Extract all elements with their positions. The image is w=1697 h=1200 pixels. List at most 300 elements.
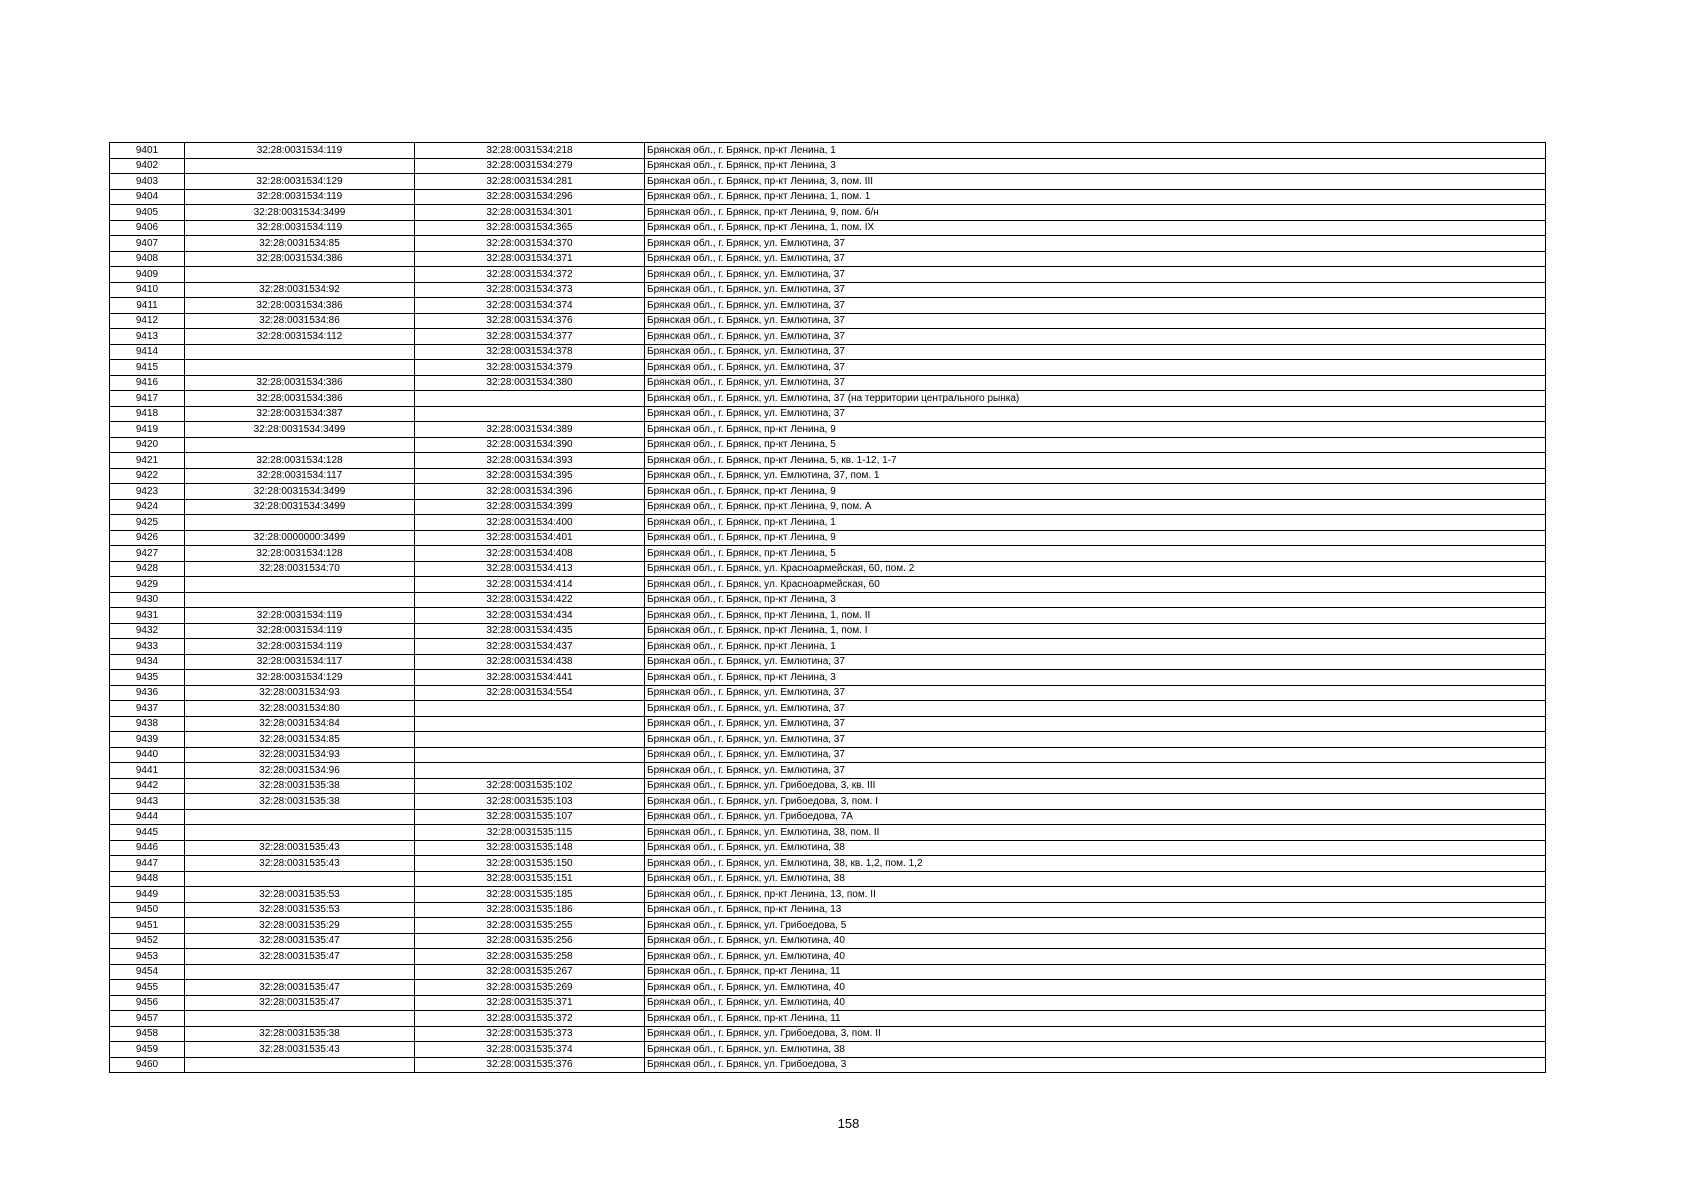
row-number-cell: 9410: [110, 282, 185, 298]
row-number-cell: 9433: [110, 639, 185, 655]
row-number-cell: 9438: [110, 716, 185, 732]
parent-cadastral-cell: 32:28:0031534:3499: [185, 205, 415, 221]
address-cell: Брянская обл., г. Брянск, пр-кт Ленина, 9, пом. б/н: [645, 205, 1546, 221]
row-number-cell: 9430: [110, 592, 185, 608]
parent-cadastral-cell: 32:28:0031535:38: [185, 778, 415, 794]
table-row: [110, 220, 1546, 236]
address-cell: Брянская обл., г. Брянск, ул. Емлютина, 37: [645, 313, 1546, 329]
table-row: [110, 313, 1546, 329]
address-cell: Брянская обл., г. Брянск, пр-кт Ленина, 13: [645, 902, 1546, 918]
row-number-cell: 9434: [110, 654, 185, 670]
address-cell: Брянская обл., г. Брянск, ул. Емлютина, 38: [645, 871, 1546, 887]
address-cell: Брянская обл., г. Брянск, ул. Емлютина, 38: [645, 1042, 1546, 1058]
table-row: [110, 654, 1546, 670]
parent-cadastral-cell: 32:28:0031535:47: [185, 933, 415, 949]
row-number-cell: 9447: [110, 856, 185, 872]
table-row: [110, 840, 1546, 856]
parent-cadastral-cell: 32:28:0031535:47: [185, 949, 415, 965]
row-number-cell: 9446: [110, 840, 185, 856]
cadastral-number-cell: 32:28:0031534:301: [415, 205, 645, 221]
row-number-cell: 9456: [110, 995, 185, 1011]
cadastral-number-cell: 32:28:0031535:255: [415, 918, 645, 934]
parent-cadastral-cell: 32:28:0031534:85: [185, 236, 415, 252]
cadastral-number-cell: [415, 406, 645, 422]
address-cell: Брянская обл., г. Брянск, ул. Емлютина, 37: [645, 716, 1546, 732]
parent-cadastral-cell: 32:28:0031534:80: [185, 701, 415, 717]
row-number-cell: 9425: [110, 515, 185, 531]
cadastral-number-cell: 32:28:0031535:372: [415, 1011, 645, 1027]
table-row: [110, 158, 1546, 174]
row-number-cell: 9454: [110, 964, 185, 980]
table-row: [110, 887, 1546, 903]
row-number-cell: 9431: [110, 608, 185, 624]
cadastral-number-cell: 32:28:0031535:373: [415, 1026, 645, 1042]
parent-cadastral-cell: 32:28:0031534:119: [185, 623, 415, 639]
address-cell: Брянская обл., г. Брянск, ул. Емлютина, 40: [645, 933, 1546, 949]
cadastral-number-cell: [415, 747, 645, 763]
cadastral-number-cell: 32:28:0031534:281: [415, 174, 645, 190]
cadastral-number-cell: 32:28:0031534:389: [415, 422, 645, 438]
table-row: [110, 778, 1546, 794]
parent-cadastral-cell: 32:28:0031534:386: [185, 391, 415, 407]
parent-cadastral-cell: 32:28:0031535:53: [185, 887, 415, 903]
parent-cadastral-cell: 32:28:0031535:43: [185, 856, 415, 872]
address-cell: Брянская обл., г. Брянск, ул. Емлютина, 37 (на территории центрального рынка): [645, 391, 1546, 407]
cadastral-number-cell: 32:28:0031534:390: [415, 437, 645, 453]
address-cell: Брянская обл., г. Брянск, пр-кт Ленина, 1: [645, 143, 1546, 159]
parent-cadastral-cell: 32:28:0031534:128: [185, 453, 415, 469]
row-number-cell: 9435: [110, 670, 185, 686]
cadastral-number-cell: 32:28:0031534:393: [415, 453, 645, 469]
parent-cadastral-cell: 32:28:0031534:96: [185, 763, 415, 779]
table-row: [110, 871, 1546, 887]
parent-cadastral-cell: [185, 158, 415, 174]
address-cell: Брянская обл., г. Брянск, ул. Емлютина, 40: [645, 980, 1546, 996]
table-row: [110, 143, 1546, 159]
row-number-cell: 9457: [110, 1011, 185, 1027]
row-number-cell: 9416: [110, 375, 185, 391]
row-number-cell: 9415: [110, 360, 185, 376]
parent-cadastral-cell: [185, 344, 415, 360]
parent-cadastral-cell: 32:28:0031535:47: [185, 980, 415, 996]
address-cell: Брянская обл., г. Брянск, ул. Емлютина, 37: [645, 267, 1546, 283]
address-cell: Брянская обл., г. Брянск, ул. Емлютина, 37: [645, 298, 1546, 314]
address-cell: Брянская обл., г. Брянск, ул. Емлютина, 37: [645, 763, 1546, 779]
table-row: [110, 670, 1546, 686]
row-number-cell: 9409: [110, 267, 185, 283]
table-row: [110, 251, 1546, 267]
row-number-cell: 9450: [110, 902, 185, 918]
table-row: [110, 437, 1546, 453]
address-cell: Брянская обл., г. Брянск, ул. Емлютина, 37: [645, 360, 1546, 376]
row-number-cell: 9453: [110, 949, 185, 965]
table-row: [110, 515, 1546, 531]
parent-cadastral-cell: [185, 825, 415, 841]
table-row: [110, 375, 1546, 391]
address-cell: Брянская обл., г. Брянск, ул. Грибоедова, 3, кв. III: [645, 778, 1546, 794]
table-row: [110, 608, 1546, 624]
table-row: [110, 794, 1546, 810]
row-number-cell: 9441: [110, 763, 185, 779]
cadastral-number-cell: 32:28:0031535:150: [415, 856, 645, 872]
row-number-cell: 9451: [110, 918, 185, 934]
address-cell: Брянская обл., г. Брянск, ул. Красноармейская, 60: [645, 577, 1546, 593]
address-cell: Брянская обл., г. Брянск, пр-кт Ленина, 1, пом. I: [645, 623, 1546, 639]
parent-cadastral-cell: 32:28:0031534:117: [185, 654, 415, 670]
row-number-cell: 9424: [110, 499, 185, 515]
address-cell: Брянская обл., г. Брянск, пр-кт Ленина, 3: [645, 158, 1546, 174]
cadastral-number-cell: 32:28:0031535:185: [415, 887, 645, 903]
parent-cadastral-cell: 32:28:0031534:119: [185, 189, 415, 205]
table-row: [110, 406, 1546, 422]
parent-cadastral-cell: 32:28:0031534:92: [185, 282, 415, 298]
cadastral-number-cell: 32:28:0031534:370: [415, 236, 645, 252]
table-row: [110, 391, 1546, 407]
parent-cadastral-cell: 32:28:0031535:38: [185, 794, 415, 810]
address-cell: Брянская обл., г. Брянск, пр-кт Ленина, 9: [645, 484, 1546, 500]
parent-cadastral-cell: [185, 592, 415, 608]
address-cell: Брянская обл., г. Брянск, пр-кт Ленина, 1, пом. IX: [645, 220, 1546, 236]
parent-cadastral-cell: 32:28:0031534:112: [185, 329, 415, 345]
table-row: [110, 422, 1546, 438]
cadastral-number-cell: 32:28:0031534:380: [415, 375, 645, 391]
parent-cadastral-cell: 32:28:0031534:85: [185, 732, 415, 748]
parent-cadastral-cell: 32:28:0031534:386: [185, 298, 415, 314]
parent-cadastral-cell: [185, 1057, 415, 1073]
table-row: [110, 980, 1546, 996]
table-row: [110, 499, 1546, 515]
parent-cadastral-cell: 32:28:0031534:119: [185, 143, 415, 159]
address-cell: Брянская обл., г. Брянск, пр-кт Ленина, 11: [645, 964, 1546, 980]
parent-cadastral-cell: 32:28:0031534:386: [185, 375, 415, 391]
address-cell: Брянская обл., г. Брянск, ул. Емлютина, 37: [645, 701, 1546, 717]
cadastral-number-cell: 32:28:0031534:408: [415, 546, 645, 562]
table-row: [110, 530, 1546, 546]
address-cell: Брянская обл., г. Брянск, пр-кт Ленина, 13, пом. II: [645, 887, 1546, 903]
address-cell: Брянская обл., г. Брянск, пр-кт Ленина, 5: [645, 437, 1546, 453]
address-cell: Брянская обл., г. Брянск, пр-кт Ленина, 1, пом. 1: [645, 189, 1546, 205]
parent-cadastral-cell: [185, 515, 415, 531]
cadastral-number-cell: 32:28:0031534:378: [415, 344, 645, 360]
row-number-cell: 9455: [110, 980, 185, 996]
address-cell: Брянская обл., г. Брянск, пр-кт Ленина, 3: [645, 592, 1546, 608]
parent-cadastral-cell: 32:28:0031534:129: [185, 670, 415, 686]
address-cell: Брянская обл., г. Брянск, ул. Емлютина, 38, пом. II: [645, 825, 1546, 841]
parent-cadastral-cell: 32:28:0000000:3499: [185, 530, 415, 546]
parent-cadastral-cell: 32:28:0031534:3499: [185, 422, 415, 438]
row-number-cell: 9401: [110, 143, 185, 159]
table-row: [110, 716, 1546, 732]
cadastral-number-cell: 32:28:0031534:365: [415, 220, 645, 236]
parent-cadastral-cell: 32:28:0031534:86: [185, 313, 415, 329]
address-cell: Брянская обл., г. Брянск, ул. Емлютина, 37: [645, 406, 1546, 422]
cadastral-number-cell: 32:28:0031535:151: [415, 871, 645, 887]
row-number-cell: 9414: [110, 344, 185, 360]
table-row: [110, 174, 1546, 190]
row-number-cell: 9452: [110, 933, 185, 949]
address-cell: Брянская обл., г. Брянск, ул. Емлютина, 37: [645, 375, 1546, 391]
row-number-cell: 9413: [110, 329, 185, 345]
parent-cadastral-cell: 32:28:0031535:43: [185, 1042, 415, 1058]
address-cell: Брянская обл., г. Брянск, пр-кт Ленина, 3: [645, 670, 1546, 686]
cadastral-number-cell: 32:28:0031534:374: [415, 298, 645, 314]
parent-cadastral-cell: 32:28:0031534:387: [185, 406, 415, 422]
parent-cadastral-cell: 32:28:0031534:84: [185, 716, 415, 732]
parent-cadastral-cell: [185, 437, 415, 453]
table-row: [110, 701, 1546, 717]
address-cell: Брянская обл., г. Брянск, ул. Красноармейская, 60, пом. 2: [645, 561, 1546, 577]
address-cell: Брянская обл., г. Брянск, ул. Емлютина, 40: [645, 949, 1546, 965]
table-row: [110, 1026, 1546, 1042]
page-number: 158: [837, 1116, 860, 1131]
cadastral-number-cell: 32:28:0031534:296: [415, 189, 645, 205]
address-cell: Брянская обл., г. Брянск, пр-кт Ленина, 1, пом. II: [645, 608, 1546, 624]
cadastral-number-cell: 32:28:0031535:258: [415, 949, 645, 965]
table-row: [110, 933, 1546, 949]
address-cell: Брянская обл., г. Брянск, пр-кт Ленина, 5, кв. 1-12, 1-7: [645, 453, 1546, 469]
address-cell: Брянская обл., г. Брянск, ул. Емлютина, 37: [645, 282, 1546, 298]
row-number-cell: 9408: [110, 251, 185, 267]
address-cell: Брянская обл., г. Брянск, ул. Емлютина, 40: [645, 995, 1546, 1011]
parent-cadastral-cell: 32:28:0031534:119: [185, 220, 415, 236]
cadastral-number-cell: 32:28:0031535:115: [415, 825, 645, 841]
table-row: [110, 732, 1546, 748]
address-cell: Брянская обл., г. Брянск, ул. Емлютина, 38: [645, 840, 1546, 856]
parent-cadastral-cell: 32:28:0031535:47: [185, 995, 415, 1011]
row-number-cell: 9412: [110, 313, 185, 329]
row-number-cell: 9407: [110, 236, 185, 252]
cadastral-number-cell: 32:28:0031534:414: [415, 577, 645, 593]
cadastral-number-cell: 32:28:0031535:267: [415, 964, 645, 980]
row-number-cell: 9403: [110, 174, 185, 190]
address-cell: Брянская обл., г. Брянск, ул. Емлютина, 37, пом. 1: [645, 468, 1546, 484]
cadastral-number-cell: 32:28:0031534:279: [415, 158, 645, 174]
cadastral-number-cell: 32:28:0031534:554: [415, 685, 645, 701]
data-table: [109, 142, 1546, 1073]
row-number-cell: 9448: [110, 871, 185, 887]
address-cell: Брянская обл., г. Брянск, ул. Грибоедова, 3: [645, 1057, 1546, 1073]
parent-cadastral-cell: 32:28:0031534:70: [185, 561, 415, 577]
parent-cadastral-cell: 32:28:0031534:117: [185, 468, 415, 484]
cadastral-number-cell: 32:28:0031534:401: [415, 530, 645, 546]
row-number-cell: 9420: [110, 437, 185, 453]
row-number-cell: 9419: [110, 422, 185, 438]
table-row: [110, 918, 1546, 934]
parent-cadastral-cell: 32:28:0031534:3499: [185, 484, 415, 500]
cadastral-number-cell: 32:28:0031534:377: [415, 329, 645, 345]
table-row: [110, 1057, 1546, 1073]
address-cell: Брянская обл., г. Брянск, пр-кт Ленина, 5: [645, 546, 1546, 562]
parent-cadastral-cell: 32:28:0031534:129: [185, 174, 415, 190]
table-row: [110, 592, 1546, 608]
parent-cadastral-cell: 32:28:0031534:3499: [185, 499, 415, 515]
table-row: [110, 763, 1546, 779]
parent-cadastral-cell: 32:28:0031535:53: [185, 902, 415, 918]
cadastral-number-cell: 32:28:0031534:218: [415, 143, 645, 159]
cadastral-number-cell: 32:28:0031534:372: [415, 267, 645, 283]
cadastral-number-cell: 32:28:0031534:422: [415, 592, 645, 608]
row-number-cell: 9427: [110, 546, 185, 562]
row-number-cell: 9406: [110, 220, 185, 236]
cadastral-number-cell: [415, 391, 645, 407]
address-cell: Брянская обл., г. Брянск, пр-кт Ленина, 9, пом. А: [645, 499, 1546, 515]
address-cell: Брянская обл., г. Брянск, ул. Емлютина, 37: [645, 685, 1546, 701]
table-row: [110, 484, 1546, 500]
row-number-cell: 9432: [110, 623, 185, 639]
table-row: [110, 639, 1546, 655]
row-number-cell: 9422: [110, 468, 185, 484]
cadastral-number-cell: 32:28:0031535:374: [415, 1042, 645, 1058]
cadastral-number-cell: 32:28:0031534:400: [415, 515, 645, 531]
parent-cadastral-cell: 32:28:0031535:29: [185, 918, 415, 934]
address-cell: Брянская обл., г. Брянск, ул. Грибоедова, 3, пом. I: [645, 794, 1546, 810]
parent-cadastral-cell: 32:28:0031534:128: [185, 546, 415, 562]
parent-cadastral-cell: [185, 267, 415, 283]
table-row: [110, 189, 1546, 205]
table-row: [110, 964, 1546, 980]
cadastral-number-cell: 32:28:0031534:441: [415, 670, 645, 686]
address-cell: Брянская обл., г. Брянск, пр-кт Ленина, 3, пом. III: [645, 174, 1546, 190]
cadastral-number-cell: [415, 732, 645, 748]
cadastral-number-cell: 32:28:0031534:437: [415, 639, 645, 655]
table-row: [110, 685, 1546, 701]
table-row: [110, 205, 1546, 221]
address-cell: Брянская обл., г. Брянск, ул. Емлютина, 37: [645, 747, 1546, 763]
table-row: [110, 298, 1546, 314]
cadastral-number-cell: 32:28:0031534:376: [415, 313, 645, 329]
table-row: [110, 995, 1546, 1011]
table-row: [110, 902, 1546, 918]
cadastral-number-cell: 32:28:0031535:376: [415, 1057, 645, 1073]
parent-cadastral-cell: 32:28:0031534:93: [185, 747, 415, 763]
cadastral-number-cell: 32:28:0031535:256: [415, 933, 645, 949]
cadastral-number-cell: 32:28:0031534:395: [415, 468, 645, 484]
address-cell: Брянская обл., г. Брянск, ул. Емлютина, 37: [645, 329, 1546, 345]
cadastral-number-cell: 32:28:0031535:148: [415, 840, 645, 856]
row-number-cell: 9459: [110, 1042, 185, 1058]
parent-cadastral-cell: 32:28:0031535:38: [185, 1026, 415, 1042]
cadastral-number-cell: 32:28:0031534:413: [415, 561, 645, 577]
cadastral-number-cell: 32:28:0031534:371: [415, 251, 645, 267]
cadastral-number-cell: 32:28:0031534:434: [415, 608, 645, 624]
table-body: [110, 143, 1546, 1073]
parent-cadastral-cell: 32:28:0031534:93: [185, 685, 415, 701]
table-row: [110, 577, 1546, 593]
table-row: [110, 267, 1546, 283]
cadastral-number-cell: 32:28:0031535:107: [415, 809, 645, 825]
parent-cadastral-cell: 32:28:0031534:386: [185, 251, 415, 267]
address-cell: Брянская обл., г. Брянск, пр-кт Ленина, 1: [645, 639, 1546, 655]
table-row: [110, 856, 1546, 872]
parent-cadastral-cell: [185, 577, 415, 593]
table-row: [110, 344, 1546, 360]
address-cell: Брянская обл., г. Брянск, ул. Емлютина, 37: [645, 732, 1546, 748]
table-row: [110, 236, 1546, 252]
table-row: [110, 1011, 1546, 1027]
table-row: [110, 360, 1546, 376]
cadastral-number-cell: 32:28:0031535:103: [415, 794, 645, 810]
address-cell: Брянская обл., г. Брянск, ул. Емлютина, 37: [645, 344, 1546, 360]
row-number-cell: 9418: [110, 406, 185, 422]
address-cell: Брянская обл., г. Брянск, ул. Емлютина, 38, кв. 1,2, пом. 1,2: [645, 856, 1546, 872]
row-number-cell: 9460: [110, 1057, 185, 1073]
cadastral-number-cell: 32:28:0031534:399: [415, 499, 645, 515]
cadastral-number-cell: 32:28:0031535:269: [415, 980, 645, 996]
row-number-cell: 9443: [110, 794, 185, 810]
table-row: [110, 282, 1546, 298]
parent-cadastral-cell: 32:28:0031534:119: [185, 639, 415, 655]
address-cell: Брянская обл., г. Брянск, ул. Грибоедова, 5: [645, 918, 1546, 934]
table-row: [110, 1042, 1546, 1058]
cadastral-number-cell: [415, 701, 645, 717]
table-row: [110, 623, 1546, 639]
cadastral-number-cell: 32:28:0031535:186: [415, 902, 645, 918]
address-cell: Брянская обл., г. Брянск, ул. Грибоедова, 3, пом. II: [645, 1026, 1546, 1042]
row-number-cell: 9437: [110, 701, 185, 717]
table-row: [110, 453, 1546, 469]
row-number-cell: 9402: [110, 158, 185, 174]
row-number-cell: 9429: [110, 577, 185, 593]
table-row: [110, 546, 1546, 562]
cadastral-number-cell: [415, 763, 645, 779]
cadastral-number-cell: 32:28:0031534:373: [415, 282, 645, 298]
row-number-cell: 9426: [110, 530, 185, 546]
address-cell: Брянская обл., г. Брянск, пр-кт Ленина, 9: [645, 422, 1546, 438]
row-number-cell: 9442: [110, 778, 185, 794]
row-number-cell: 9449: [110, 887, 185, 903]
address-cell: Брянская обл., г. Брянск, пр-кт Ленина, 1: [645, 515, 1546, 531]
cadastral-number-cell: 32:28:0031535:371: [415, 995, 645, 1011]
row-number-cell: 9444: [110, 809, 185, 825]
cadastral-number-cell: [415, 716, 645, 732]
row-number-cell: 9436: [110, 685, 185, 701]
table-row: [110, 329, 1546, 345]
row-number-cell: 9428: [110, 561, 185, 577]
table-row: [110, 468, 1546, 484]
table-row: [110, 949, 1546, 965]
address-cell: Брянская обл., г. Брянск, пр-кт Ленина, 11: [645, 1011, 1546, 1027]
address-cell: Брянская обл., г. Брянск, ул. Емлютина, 37: [645, 251, 1546, 267]
row-number-cell: 9439: [110, 732, 185, 748]
parent-cadastral-cell: [185, 1011, 415, 1027]
row-number-cell: 9411: [110, 298, 185, 314]
table-row: [110, 809, 1546, 825]
row-number-cell: 9445: [110, 825, 185, 841]
table-row: [110, 747, 1546, 763]
parent-cadastral-cell: [185, 809, 415, 825]
table-row: [110, 825, 1546, 841]
address-cell: Брянская обл., г. Брянск, ул. Грибоедова, 7А: [645, 809, 1546, 825]
parent-cadastral-cell: [185, 360, 415, 376]
cadastral-number-cell: 32:28:0031534:379: [415, 360, 645, 376]
parent-cadastral-cell: 32:28:0031534:119: [185, 608, 415, 624]
row-number-cell: 9440: [110, 747, 185, 763]
row-number-cell: 9405: [110, 205, 185, 221]
cadastral-number-cell: 32:28:0031535:102: [415, 778, 645, 794]
row-number-cell: 9458: [110, 1026, 185, 1042]
row-number-cell: 9421: [110, 453, 185, 469]
cadastral-number-cell: 32:28:0031534:396: [415, 484, 645, 500]
parent-cadastral-cell: [185, 964, 415, 980]
parent-cadastral-cell: [185, 871, 415, 887]
cadastral-number-cell: 32:28:0031534:438: [415, 654, 645, 670]
address-cell: Брянская обл., г. Брянск, ул. Емлютина, 37: [645, 654, 1546, 670]
row-number-cell: 9423: [110, 484, 185, 500]
parent-cadastral-cell: 32:28:0031535:43: [185, 840, 415, 856]
row-number-cell: 9417: [110, 391, 185, 407]
cadastral-number-cell: 32:28:0031534:435: [415, 623, 645, 639]
address-cell: Брянская обл., г. Брянск, пр-кт Ленина, 9: [645, 530, 1546, 546]
